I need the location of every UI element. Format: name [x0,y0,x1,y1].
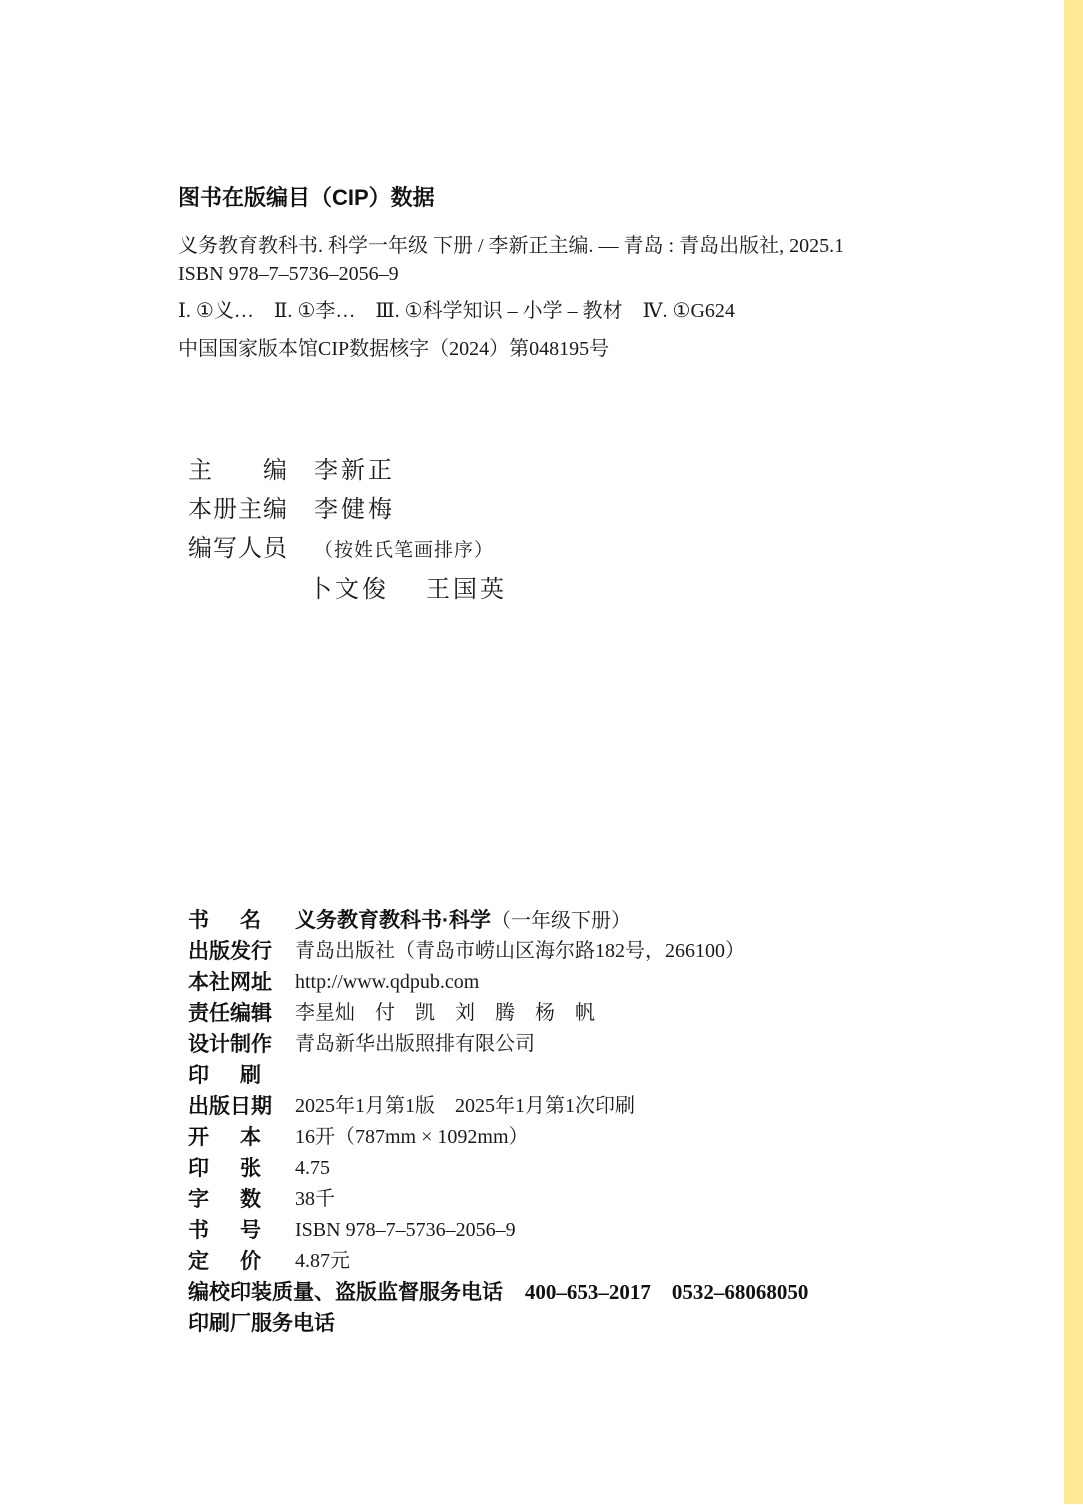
page-edge-accent-stripe [1064,0,1083,1504]
book-title-main: 义务教育教科书·科学 [295,909,491,932]
colophon-label: 字数 [188,1188,261,1211]
word-count-value: 38千 [295,1188,335,1210]
publication-date-value: 2025年1月第1版 2025年1月第1次印刷 [295,1095,635,1117]
isbn-value: ISBN 978–7–5736–2056–9 [295,1219,516,1241]
quality-hotline-row [188,1277,908,1308]
colophon-label: 开本 [188,1126,261,1149]
colophon-row-word-count [188,1184,908,1215]
colophon-label: 定价 [188,1250,261,1273]
volume-editor-name: 李健梅 [314,497,395,523]
colophon-label: 设计制作 [188,1033,272,1056]
printer-hotline-row [188,1308,908,1339]
staff-sort-note: （按姓氏笔画排序） [314,540,495,561]
cip-record-number: 中国国家版本馆CIP数据核字（2024）第048195号 [178,338,610,360]
colophon-row-publisher [188,936,908,967]
colophon-row-design [188,1029,908,1060]
colophon-label: 责任编辑 [188,1002,272,1025]
colophon-label: 印刷 [188,1064,261,1087]
volume-editor-row [188,491,788,530]
colophon-label: 印张 [188,1157,261,1180]
chief-editor-label: 主编 [188,458,287,484]
colophon-row-pub-date [188,1091,908,1122]
colophon-row-isbn [188,1215,908,1246]
format-value: 16开（787mm × 1092mm） [295,1126,529,1148]
cip-classification: Ⅰ. ①义… Ⅱ. ①李… Ⅲ. ①科学知识 – 小学 – 教材 Ⅳ. ①G624 [178,300,735,322]
publisher-value: 青岛出版社（青岛市崂山区海尔路182号，266100） [295,940,745,962]
colophon-row-website [188,967,908,998]
quality-hotline-label: 编校印装质量、盗版监督服务电话 [188,1281,503,1304]
colophon-row-sheets [188,1153,908,1184]
colophon-label: 出版日期 [188,1095,272,1118]
staff-row [188,530,788,569]
volume-editor-label: 本册主编 [188,497,287,523]
design-value: 青岛新华出版照排有限公司 [295,1033,535,1055]
colophon-row-editors [188,998,908,1029]
quality-hotline-numbers: 400–653–2017 0532–68068050 [524,1280,809,1304]
cip-block [178,186,878,363]
colophon-label: 书号 [188,1219,261,1242]
cip-isbn: ISBN 978–7–5736–2056–9 [178,263,399,285]
colophon-label: 书名 [188,909,261,932]
book-title-value [295,910,631,932]
chief-editor-name: 李新正 [314,458,395,484]
colophon-block [188,905,908,1339]
colophon-row-book-title [188,905,908,936]
staff-label: 编写人员 [188,536,287,562]
colophon-row-format [188,1122,908,1153]
cip-description: 义务教育教科书. 科学一年级 下册 / 李新正主编. — 青岛 : 青岛出版社, 2025.1 [178,235,845,257]
staff-member: 卜文俊 [308,577,389,603]
chief-editor-row [188,452,788,491]
book-title-paren: （一年级下册） [491,910,631,932]
staff-members-row [188,569,788,611]
colophon-label: 本社网址 [188,971,272,994]
website-value: http://www.qdpub.com [295,971,480,993]
price-value: 4.87元 [295,1250,350,1272]
responsible-editors-value: 李星灿 付 凯 刘 腾 杨 帆 [295,1002,595,1024]
cip-heading: 图书在版编目（CIP）数据 [178,185,435,210]
sheets-value: 4.75 [295,1157,330,1179]
colophon-row-price [188,1246,908,1277]
printer-hotline-label: 印刷厂服务电话 [188,1312,335,1335]
staff-member: 王国英 [426,577,507,603]
colophon-row-printer [188,1060,908,1091]
colophon-label: 出版发行 [188,940,272,963]
editors-block [188,452,788,611]
